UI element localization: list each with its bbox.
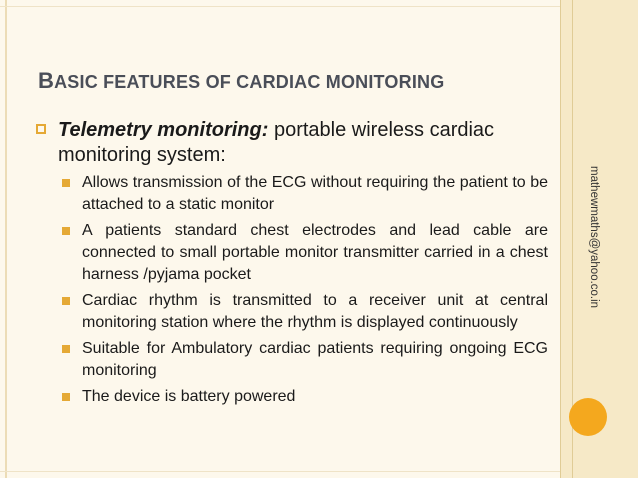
sub-bullet-list [62,172,548,412]
orange-circle-decoration [569,398,607,436]
bottom-border-line [0,471,638,472]
main-bullet-label: Telemetry monitoring: [58,119,269,141]
list-item [62,386,548,408]
list-item-text: A patients standard chest electrodes and lead cable are connected to small portable monitor transmitter carried in a chest harness /pyjama pocket [82,222,548,283]
main-bullet [38,118,548,168]
bullet-icon [62,297,70,305]
list-item [62,290,548,334]
bullet-icon [62,345,70,353]
title-first-letter: B [38,68,55,93]
slide-title [38,68,538,94]
main-bullet-body: portable wireless cardiac monitoring system: [58,119,495,166]
list-item-text: Cardiac rhythm is transmitted to a receiver unit at central monitoring station where the rhythm is displayed continuously [82,292,548,331]
square-bullet-icon [36,124,46,134]
bullet-icon [62,227,70,235]
side-panel-line [560,0,561,478]
list-item [62,338,548,382]
list-item-text: Allows transmission of the ECG without requiring the patient to be attached to a static monitor [82,174,548,213]
list-item [62,172,548,216]
bullet-icon [62,393,70,401]
left-border-line [5,0,7,478]
top-border-line [0,6,638,7]
side-email-text: mathewmaths@yahoo.co.in [588,166,600,309]
list-item-text: The device is battery powered [82,388,296,405]
title-rest: ASIC FEATURES OF CARDIAC MONITORING [54,72,445,92]
main-bullet-text [58,118,548,168]
bullet-icon [62,179,70,187]
list-item-text: Suitable for Ambulatory cardiac patients requiring ongoing ECG monitoring [82,340,548,379]
list-item [62,220,548,286]
